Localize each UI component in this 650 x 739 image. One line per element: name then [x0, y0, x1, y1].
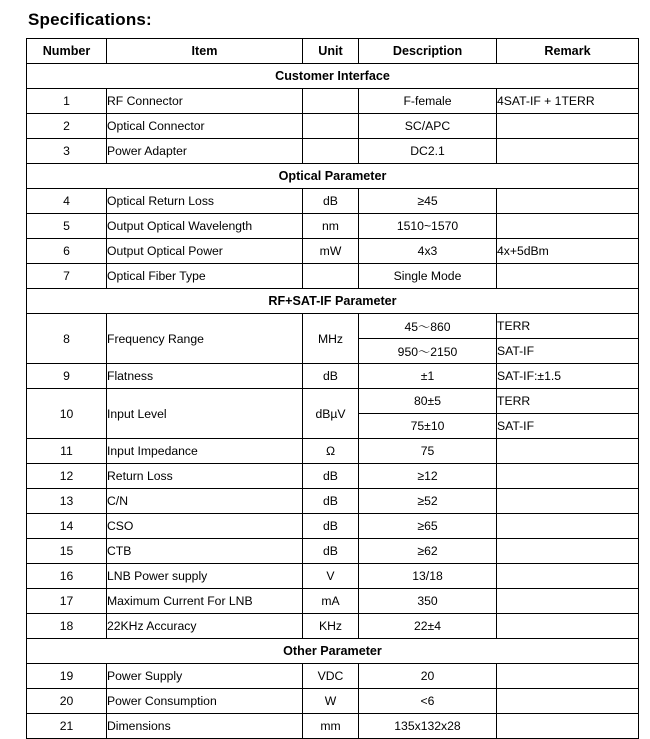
cell-unit	[303, 139, 359, 164]
cell-description: 350	[359, 589, 497, 614]
table-row	[27, 89, 639, 114]
table-row	[27, 464, 639, 489]
cell-description: 1510~1570	[359, 214, 497, 239]
cell-item: Maximum Current For LNB	[107, 589, 303, 614]
cell-remark: 4SAT-IF + 1TERR	[497, 89, 639, 114]
cell-number: 19	[27, 664, 107, 689]
cell-description: F-female	[359, 89, 497, 114]
table-row	[27, 714, 639, 739]
cell-number: 11	[27, 439, 107, 464]
section-title: Other Parameter	[27, 639, 639, 664]
cell-remark	[497, 539, 639, 564]
cell-description: 950〜2150	[359, 339, 497, 364]
table-row	[27, 364, 639, 389]
cell-description: ≥45	[359, 189, 497, 214]
cell-description: ≥52	[359, 489, 497, 514]
cell-item: Output Optical Wavelength	[107, 214, 303, 239]
cell-remark	[497, 439, 639, 464]
cell-item: CTB	[107, 539, 303, 564]
cell-remark	[497, 214, 639, 239]
page-title: Specifications:	[28, 10, 152, 29]
cell-item: Output Optical Power	[107, 239, 303, 264]
cell-description: Single Mode	[359, 264, 497, 289]
cell-number: 12	[27, 464, 107, 489]
cell-number: 15	[27, 539, 107, 564]
section-title: RF+SAT-IF Parameter	[27, 289, 639, 314]
cell-number: 4	[27, 189, 107, 214]
table-row	[27, 139, 639, 164]
cell-description: 13/18	[359, 564, 497, 589]
cell-unit: mm	[303, 714, 359, 739]
cell-unit	[303, 264, 359, 289]
table-row	[27, 589, 639, 614]
cell-item: 22KHz Accuracy	[107, 614, 303, 639]
cell-remark	[497, 589, 639, 614]
table-row	[27, 389, 639, 414]
cell-description: 22±4	[359, 614, 497, 639]
table-section-row	[27, 64, 639, 89]
table-row	[27, 264, 639, 289]
cell-item: Flatness	[107, 364, 303, 389]
column-header-item: Item	[107, 39, 303, 64]
cell-number: 1	[27, 89, 107, 114]
cell-unit	[303, 89, 359, 114]
cell-item: Optical Return Loss	[107, 189, 303, 214]
table-header	[27, 39, 639, 64]
table-section-row	[27, 164, 639, 189]
cell-remark	[497, 114, 639, 139]
cell-item: Input Impedance	[107, 439, 303, 464]
table-row	[27, 564, 639, 589]
cell-number: 2	[27, 114, 107, 139]
table-row	[27, 539, 639, 564]
cell-description: 45〜860	[359, 314, 497, 339]
cell-description: 20	[359, 664, 497, 689]
cell-number: 6	[27, 239, 107, 264]
cell-remark	[497, 139, 639, 164]
table-row	[27, 439, 639, 464]
cell-item: Power Adapter	[107, 139, 303, 164]
cell-remark: 4x+5dBm	[497, 239, 639, 264]
table-section-row	[27, 289, 639, 314]
table-row	[27, 489, 639, 514]
cell-item: LNB Power supply	[107, 564, 303, 589]
cell-item: Optical Connector	[107, 114, 303, 139]
table-row	[27, 514, 639, 539]
table-section-row	[27, 639, 639, 664]
cell-item: Power Consumption	[107, 689, 303, 714]
column-header-remark: Remark	[497, 39, 639, 64]
cell-description: 75	[359, 439, 497, 464]
cell-remark: TERR	[497, 314, 639, 339]
cell-unit: dB	[303, 189, 359, 214]
cell-remark	[497, 664, 639, 689]
table-header-row	[27, 39, 639, 64]
cell-remark	[497, 264, 639, 289]
cell-item: Input Level	[107, 389, 303, 439]
cell-remark	[497, 514, 639, 539]
cell-remark	[497, 689, 639, 714]
cell-unit: dB	[303, 364, 359, 389]
cell-number: 7	[27, 264, 107, 289]
cell-item: Frequency Range	[107, 314, 303, 364]
table-row	[27, 239, 639, 264]
cell-remark	[497, 564, 639, 589]
cell-description: 135x132x28	[359, 714, 497, 739]
cell-remark: SAT-IF:±1.5	[497, 364, 639, 389]
table-body	[27, 64, 639, 739]
cell-remark	[497, 714, 639, 739]
cell-number: 8	[27, 314, 107, 364]
cell-number: 21	[27, 714, 107, 739]
cell-unit: dB	[303, 539, 359, 564]
cell-unit: mA	[303, 589, 359, 614]
cell-number: 14	[27, 514, 107, 539]
cell-unit: dB	[303, 464, 359, 489]
cell-unit: Ω	[303, 439, 359, 464]
cell-description: SC/APC	[359, 114, 497, 139]
table-row	[27, 689, 639, 714]
cell-remark: TERR	[497, 389, 639, 414]
cell-unit	[303, 114, 359, 139]
table-row	[27, 664, 639, 689]
cell-unit: V	[303, 564, 359, 589]
cell-remark	[497, 489, 639, 514]
cell-unit: mW	[303, 239, 359, 264]
column-header-description: Description	[359, 39, 497, 64]
table-row	[27, 314, 639, 339]
cell-number: 18	[27, 614, 107, 639]
cell-remark	[497, 464, 639, 489]
cell-number: 9	[27, 364, 107, 389]
cell-unit: dB	[303, 489, 359, 514]
table-row	[27, 614, 639, 639]
cell-item: RF Connector	[107, 89, 303, 114]
cell-description: ≥62	[359, 539, 497, 564]
cell-number: 5	[27, 214, 107, 239]
cell-description: ≥65	[359, 514, 497, 539]
cell-remark	[497, 189, 639, 214]
cell-number: 3	[27, 139, 107, 164]
cell-item: Return Loss	[107, 464, 303, 489]
cell-remark: SAT-IF	[497, 339, 639, 364]
cell-description: DC2.1	[359, 139, 497, 164]
cell-item: CSO	[107, 514, 303, 539]
column-header-unit: Unit	[303, 39, 359, 64]
cell-unit: KHz	[303, 614, 359, 639]
cell-number: 16	[27, 564, 107, 589]
specifications-table	[26, 38, 639, 739]
cell-item: C/N	[107, 489, 303, 514]
cell-remark: SAT-IF	[497, 414, 639, 439]
cell-unit: dBµV	[303, 389, 359, 439]
cell-description: ≥12	[359, 464, 497, 489]
column-header-number: Number	[27, 39, 107, 64]
section-title: Optical Parameter	[27, 164, 639, 189]
cell-description: 80±5	[359, 389, 497, 414]
cell-number: 17	[27, 589, 107, 614]
cell-item: Optical Fiber Type	[107, 264, 303, 289]
cell-description: ±1	[359, 364, 497, 389]
cell-description: <6	[359, 689, 497, 714]
cell-description: 75±10	[359, 414, 497, 439]
table-row	[27, 189, 639, 214]
cell-item: Dimensions	[107, 714, 303, 739]
cell-number: 10	[27, 389, 107, 439]
section-title: Customer Interface	[27, 64, 639, 89]
cell-description: 4x3	[359, 239, 497, 264]
cell-remark	[497, 614, 639, 639]
cell-unit: W	[303, 689, 359, 714]
table-row	[27, 214, 639, 239]
cell-item: Power Supply	[107, 664, 303, 689]
cell-number: 13	[27, 489, 107, 514]
cell-unit: dB	[303, 514, 359, 539]
cell-number: 20	[27, 689, 107, 714]
cell-unit: VDC	[303, 664, 359, 689]
table-row	[27, 114, 639, 139]
cell-unit: MHz	[303, 314, 359, 364]
cell-unit: nm	[303, 214, 359, 239]
